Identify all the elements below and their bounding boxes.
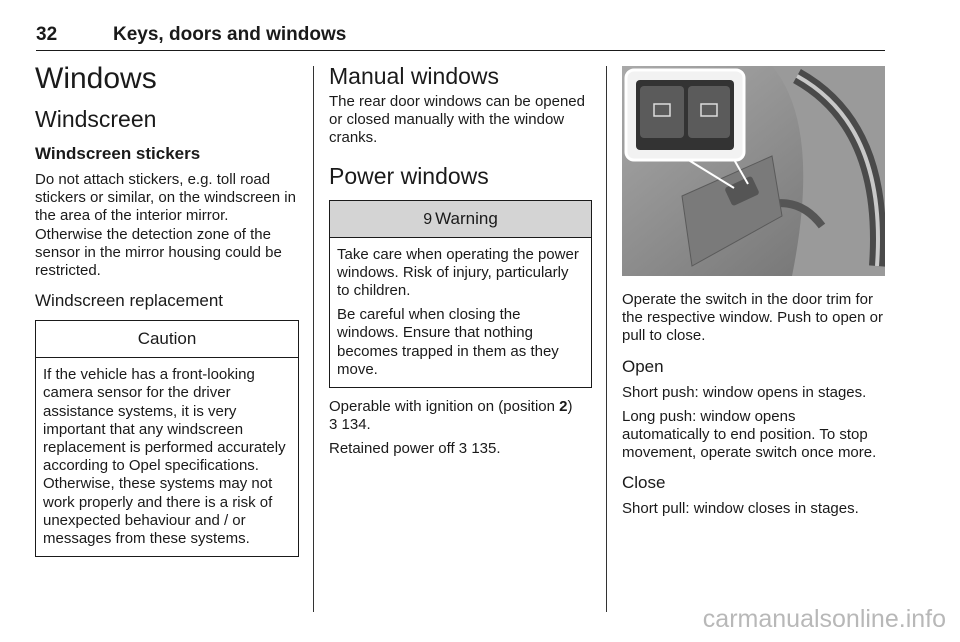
heading-windscreen-stickers: Windscreen stickers — [35, 144, 201, 163]
column-1 — [35, 62, 299, 557]
page-number: 32 — [36, 24, 58, 45]
caution-title: Caution — [36, 321, 298, 358]
heading-windscreen-replacement: Windscreen replacement — [35, 291, 224, 311]
column-3 — [622, 66, 887, 519]
subsection-title-windscreen: Windscreen — [35, 106, 157, 132]
heading-open: Open — [622, 356, 664, 376]
ignition-position: 2 — [559, 398, 568, 416]
stickers-paragraph: Do not attach stickers, e.g. toll road stickers or similar, on the windscreen in the area of the interior mirror. Otherwise the detection zone of the sensor in the mirror housing could be restricted. — [35, 171, 296, 280]
watermark: carmanualsonline.info — [702, 605, 946, 633]
warning-title: Warning — [435, 208, 498, 228]
chapter-title: Keys, doors and windows — [113, 24, 347, 45]
window-switch-photo — [622, 66, 885, 276]
warning-paragraph-2: Be careful when closing the windows. Ensure that nothing becomes trapped in them as they move. — [337, 306, 559, 378]
caution-body — [36, 358, 298, 556]
warning-icon: 9 — [423, 210, 433, 228]
operable-page-ref: 3 134. — [329, 416, 371, 434]
close-short-pull: Short pull: window closes in stages. — [622, 500, 859, 518]
column-divider-1 — [313, 66, 314, 612]
switch-instructions: Operate the switch in the door trim for the respective window. Push to open or pull to close. — [622, 291, 883, 345]
retained-power-paragraph: Retained power off 3 135. — [329, 440, 501, 458]
open-short-push: Short push: window opens in stages. — [622, 383, 867, 401]
warning-header — [330, 201, 591, 238]
heading-power-windows: Power windows — [329, 162, 489, 189]
caution-box — [35, 320, 299, 557]
heading-close: Close — [622, 473, 666, 493]
warning-box — [329, 200, 592, 388]
open-long-push: Long push: window opens automatically to end position. To stop movement, operate switch once more. — [622, 407, 877, 462]
operable-paragraph — [329, 398, 592, 434]
operable-text-end: ) — [567, 398, 573, 416]
page-header — [36, 22, 885, 51]
column-divider-2 — [606, 66, 607, 612]
caution-text: If the vehicle has a front-looking camera sensor for the driver assistance systems, it is very important that any windscreen replacement is performed accurately according to Opel specifications. Otherwise, these systems may not work properly and there is a risk of unexpected behaviour and / or messages from these systems. — [43, 366, 286, 548]
window-switch-illustration — [622, 66, 885, 276]
manual-windows-paragraph: The rear door windows can be opened or closed manually with the window cranks. — [329, 93, 585, 147]
section-title-windows: Windows — [35, 62, 157, 95]
heading-manual-windows: Manual windows — [329, 63, 500, 89]
operable-text-start: Operable with ignition on (position — [329, 398, 560, 416]
warning-paragraph-1: Take care when operating the power windows. Risk of injury, particularly to children. — [337, 245, 579, 300]
column-2 — [329, 62, 592, 459]
warning-body — [330, 238, 591, 387]
